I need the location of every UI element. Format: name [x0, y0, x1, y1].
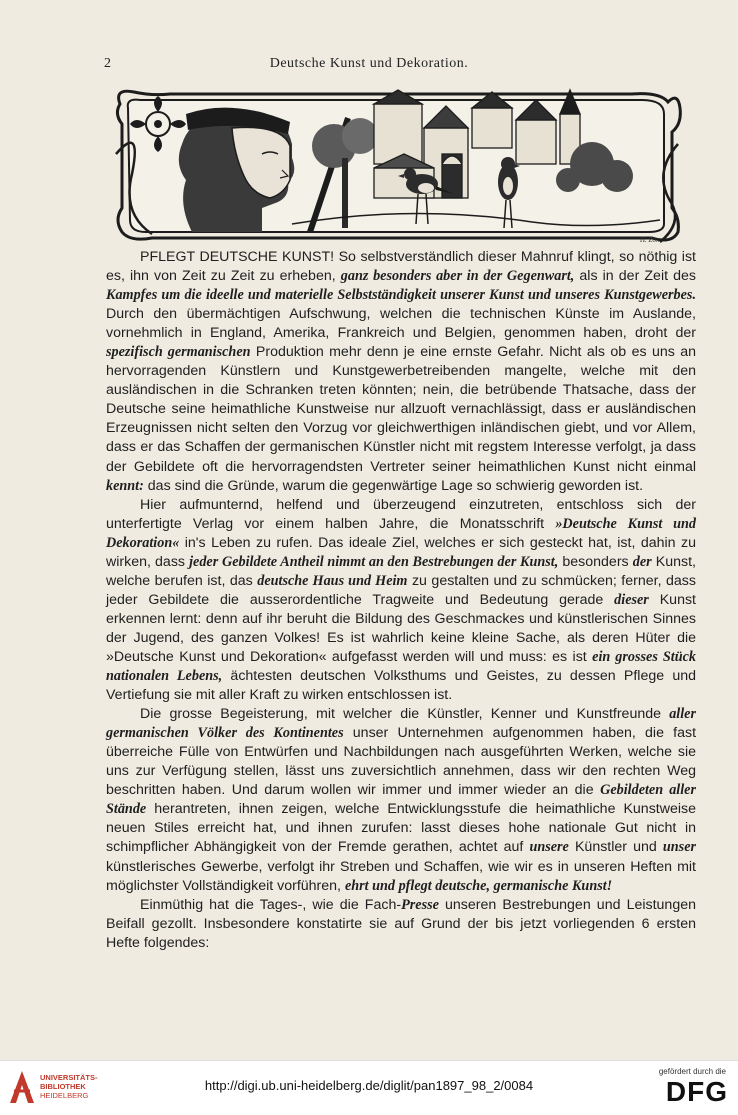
text-run: in's Leben zu rufen. Das ideale Ziel, welches er sich gesteckt hat, ist, dahin zu wirken, dass — [106, 534, 696, 570]
library-line-1: UNIVERSITÄTS- — [40, 1073, 98, 1082]
text-run: Produktion mehr denn je eine ernste Gefahr. Nicht als ob es uns an hervorragenden Künstlern und Kunstgewerbetreibenden mangelte, welche mit den ausländischen in die Schranken treten könnten; nein, die betrübende Thatsache, dass der Deutsche seine heimathliche Kunstweise nur allzuoft vernachlässigt, dass er ausländischen Erzeugnissen nicht selten den Vorzug vor gleichwerthigen inländischen giebt, und vor Allem, dass er das Schaffen der germanischen Künstler nicht mit regstem Interesse verfolgt, ja dass der Gebildete oft die hervorragendsten Vertreter seiner heimathlichen Kunst nicht einmal — [106, 344, 696, 475]
emphasis-run: unsere — [529, 839, 569, 856]
illustrator-signature: H. Zo... — [640, 236, 662, 244]
emphasis-run: Kampfes um die ideelle und materielle Selbstständigkeit unserer Kunst und unseres Kunstgewerbes. — [106, 287, 696, 304]
emphasis-run: unser — [662, 839, 697, 856]
text-run: Kunst, welche berufen ist, das — [106, 553, 696, 589]
emphasis-run: ehrt und pflegt deutsche, germanische Kunst! — [344, 877, 613, 894]
emphasis-run: »Deutsche Kunst und Dekoration« — [106, 515, 696, 551]
text-run: künstlerisches Gewerbe, verfolgt ihr Streben und Schaffen, wie wir es in unseren Heften mit möglichster Vollständigkeit vorführen, — [106, 858, 696, 894]
emphasis-run: ganz besonders aber in der Gegenwart, — [340, 268, 575, 285]
text-run: Künstler und — [568, 839, 663, 856]
text-run: Hier aufmunternd, helfend und überzeugend einzutreten, entschloss sich der unterfertigte Verlag vor einem halben Jahre, die Monatsschrift — [106, 496, 696, 532]
text-run: Durch den übermächtigen Aufschwung, welchen die technischen Künste im Auslande, vornehmlich in England, Amerika, Frankreich und Belgien, genommen haben, droht der — [106, 306, 696, 342]
paragraph — [106, 496, 696, 706]
emphasis-run: aller germanischen Völker des Kontinentes — [106, 706, 696, 742]
document-url-link[interactable]: http://digi.ub.uni-heidelberg.de/diglit/pan1897_98_2/0084 — [204, 1078, 534, 1093]
text-run: Kunst erkennen lernt: denn auf ihr beruht die Bildung des Geschmackes und künstlerischen Sinnes der Jugend, des ganzen Volkes! Es ist wahrlich keine kleine Sache, als deren Hüter die »Deutsche Kunst und Dekoration« aufgefasst werden will und muss: es ist — [106, 591, 696, 665]
emphasis-run: Gebildeten aller Stände — [106, 782, 696, 818]
emphasis-run: deutsche Haus und Heim — [257, 572, 408, 589]
emphasis-run: der — [632, 553, 652, 570]
dfg-logo[interactable]: DFG — [665, 1076, 728, 1107]
text-run: unseren Bestrebungen und Leistungen Beifall gezollt. Insbesondere konstatirte sie auf Grund der bis jetzt vorliegenden 6 ersten Hefte folgendes: — [106, 896, 696, 951]
paragraph — [106, 896, 696, 953]
ornamental-header-illustration — [112, 84, 684, 246]
text-run: Die grosse Begeisterung, mit welcher die Künstler, Kenner und Kunstfreunde — [140, 706, 670, 723]
emphasis-run: jeder Gebildete Antheil nimmt an den Bestrebungen der Kunst, — [189, 553, 559, 570]
emphasis-run: dieser — [614, 591, 649, 608]
running-title: Deutsche Kunst und Dekoration. — [269, 56, 469, 71]
paragraph — [106, 248, 696, 496]
text-run: besonders — [558, 553, 633, 570]
library-line-3: HEIDELBERG — [40, 1091, 89, 1100]
library-line-2: BIBLIOTHEK — [40, 1082, 86, 1091]
text-run: als in der Zeit des — [574, 268, 697, 285]
text-run: Einmüthig hat die Tages-, wie die Fach- — [140, 896, 402, 913]
emphasis-run: ein grosses Stück nationalen Lebens, — [106, 648, 696, 685]
funder-note: gefördert durch die — [658, 1067, 726, 1076]
text-run: ächtesten deutschen Volksthums und Geistes, zu dessen Pflege und Vertiefung sie mit aller Kraft zu wirken entschlossen ist. — [106, 668, 697, 704]
article-body — [106, 248, 696, 953]
emphasis-run: Presse — [401, 896, 439, 913]
text-run: unser Unternehmen aufgenommen haben, die fast überreiche Fülle von Entwürfen und Nachbildungen nach ausgeführten Werken, welche sie uns zur Verfügung stellen, lässt uns zuversichtlich annehmen, dass wir den rechten Weg beschritten haben. Und darum wollen wir immer und immer wieder an die — [106, 725, 697, 799]
emphasis-run: kennt: — [106, 477, 144, 494]
text-run: zu gestalten und zu schmücken; ferner, dass jeder Gebildete die ausserordentliche Tragweite und Bedeutung gerade — [106, 572, 696, 608]
emphasis-run: spezifisch germanischen — [106, 344, 251, 361]
paragraph — [106, 705, 696, 895]
page-number: 2 — [104, 56, 111, 71]
text-run: PFLEGT DEUTSCHE KUNST! So selbstverständlich dieser Mahnruf klingt, so nöthig ist es, ihn von Zeit zu Zeit zu erheben, — [106, 249, 696, 285]
footer-bar — [0, 1060, 738, 1115]
text-run: das sind die Gründe, warum die gegenwärtige Lage so schwierig geworden ist. — [143, 477, 644, 494]
text-run: herantreten, ihnen zeigen, welche Entwicklungsstufe die heimathliche Kunstweise neuen Stiles erreicht hat, und ihnen zurufen: lasst dieses hohe nationale Gut nicht in schimpflicher Abhängigkeit von der Fremde gerathen, achtet auf — [106, 801, 696, 856]
